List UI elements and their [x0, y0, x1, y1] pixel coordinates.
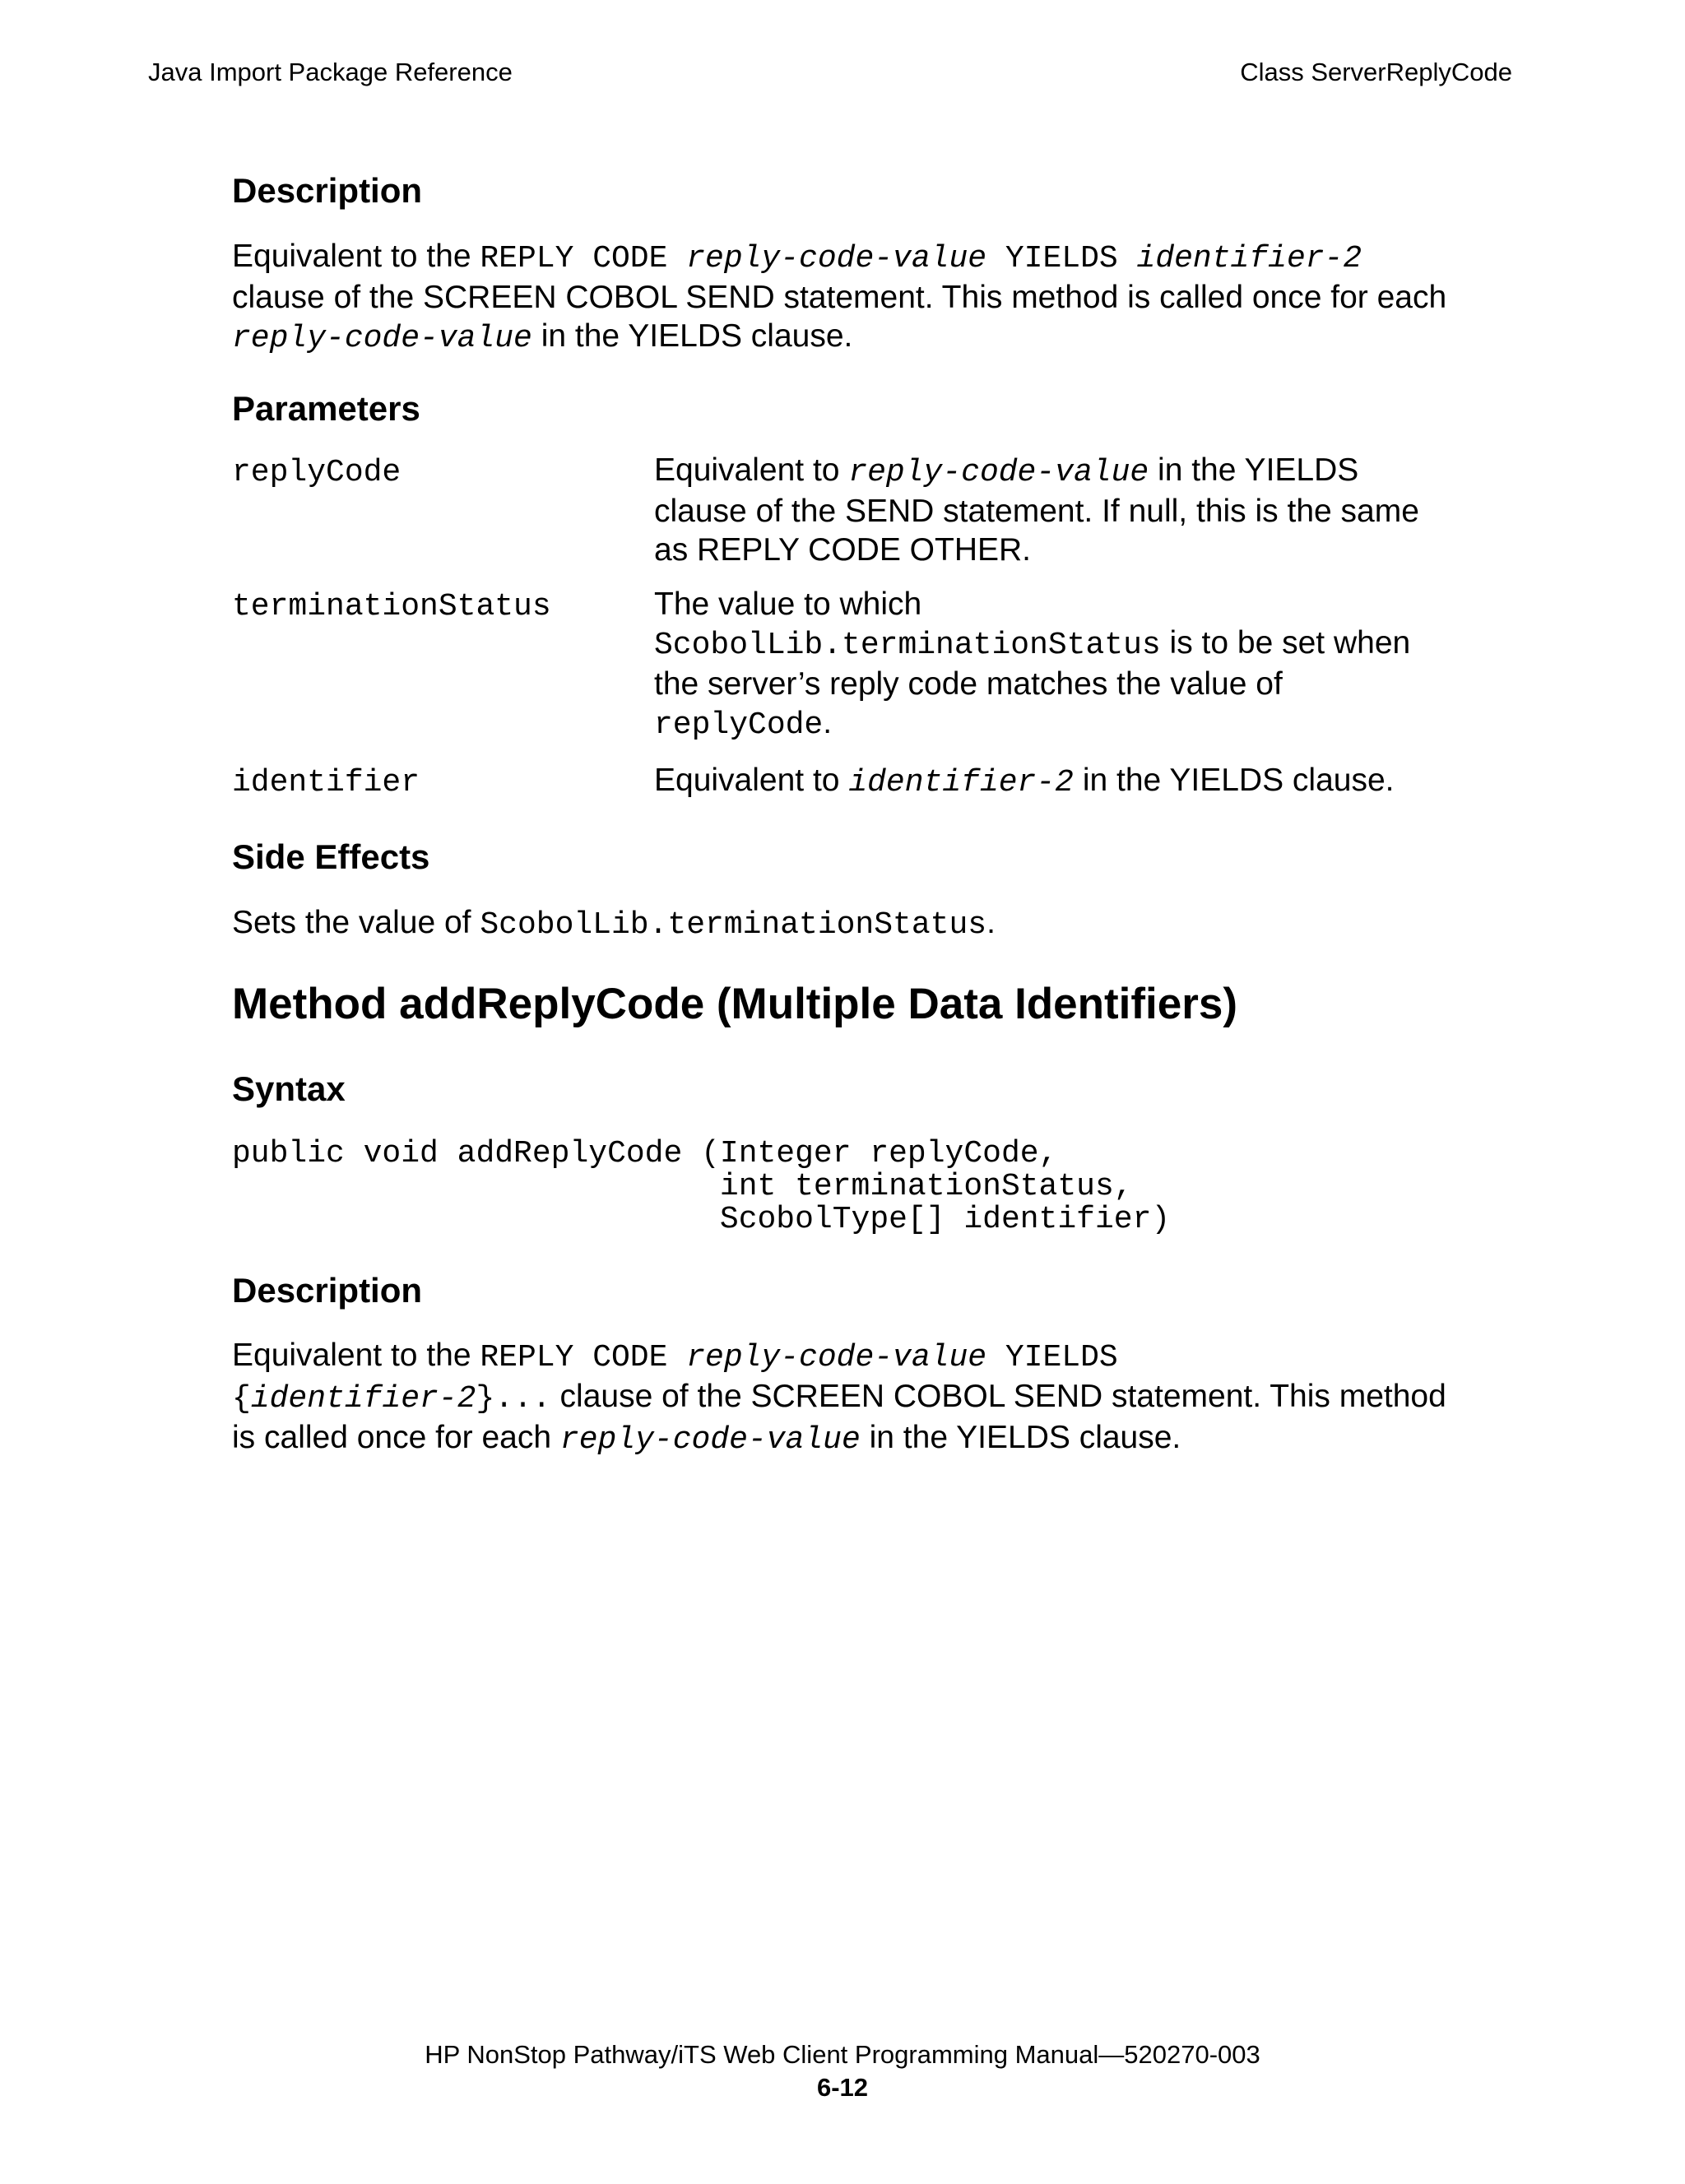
side-effects-paragraph: Sets the value of ScobolLib.terminationStatus.: [232, 905, 996, 943]
method-description-paragraph: Equivalent to the REPLY CODE reply-code-value YIELDS {identifier-2}... clause of the SCREEN COBOL SEND statement. This method is called once for each reply-code-value in the YIELDS clause.: [232, 1338, 1446, 1458]
method-heading: Method addReplyCode (Multiple Data Identifiers): [232, 980, 1238, 1028]
method-description-heading: Description: [232, 1271, 423, 1310]
syntax-line: public void addReplyCode (Integer replyCode,: [232, 1136, 1058, 1171]
running-header-right: Class ServerReplyCode: [1240, 58, 1512, 86]
syntax-line: int terminationStatus,: [232, 1169, 1133, 1204]
syntax-line: ScobolType[] identifier): [232, 1202, 1171, 1237]
footer-manual-title: HP NonStop Pathway/iTS Web Client Programming Manual—520270-003: [425, 2040, 1260, 2069]
param-name-replycode: replyCode: [232, 455, 402, 490]
syntax-heading: Syntax: [232, 1069, 346, 1108]
param-name-terminationstatus: terminationStatus: [232, 589, 551, 624]
param-desc-replycode: Equivalent to reply-code-value in the YIELDS clause of the SEND statement. If null, this is the same as REPLY CODE OTHER.: [654, 452, 1419, 568]
side-effects-heading: Side Effects: [232, 837, 430, 876]
description-heading: Description: [232, 171, 423, 210]
param-desc-identifier: Equivalent to identifier-2 in the YIELDS clause.: [654, 763, 1395, 800]
param-desc-terminationstatus: The value to which ScobolLib.terminationStatus is to be set when the server’s reply code matches the value of replyCode.: [654, 587, 1411, 743]
running-header-left: Java Import Package Reference: [148, 58, 513, 86]
footer-page-number: 6-12: [816, 2073, 869, 2102]
description-paragraph: Equivalent to the REPLY CODE reply-code-value YIELDS identifier-2 clause of the SCREEN COBOL SEND statement. This method is called once for each reply-code-value in the YIELDS clause.: [232, 239, 1447, 356]
param-name-identifier: identifier: [232, 765, 420, 800]
parameters-heading: Parameters: [232, 389, 420, 428]
